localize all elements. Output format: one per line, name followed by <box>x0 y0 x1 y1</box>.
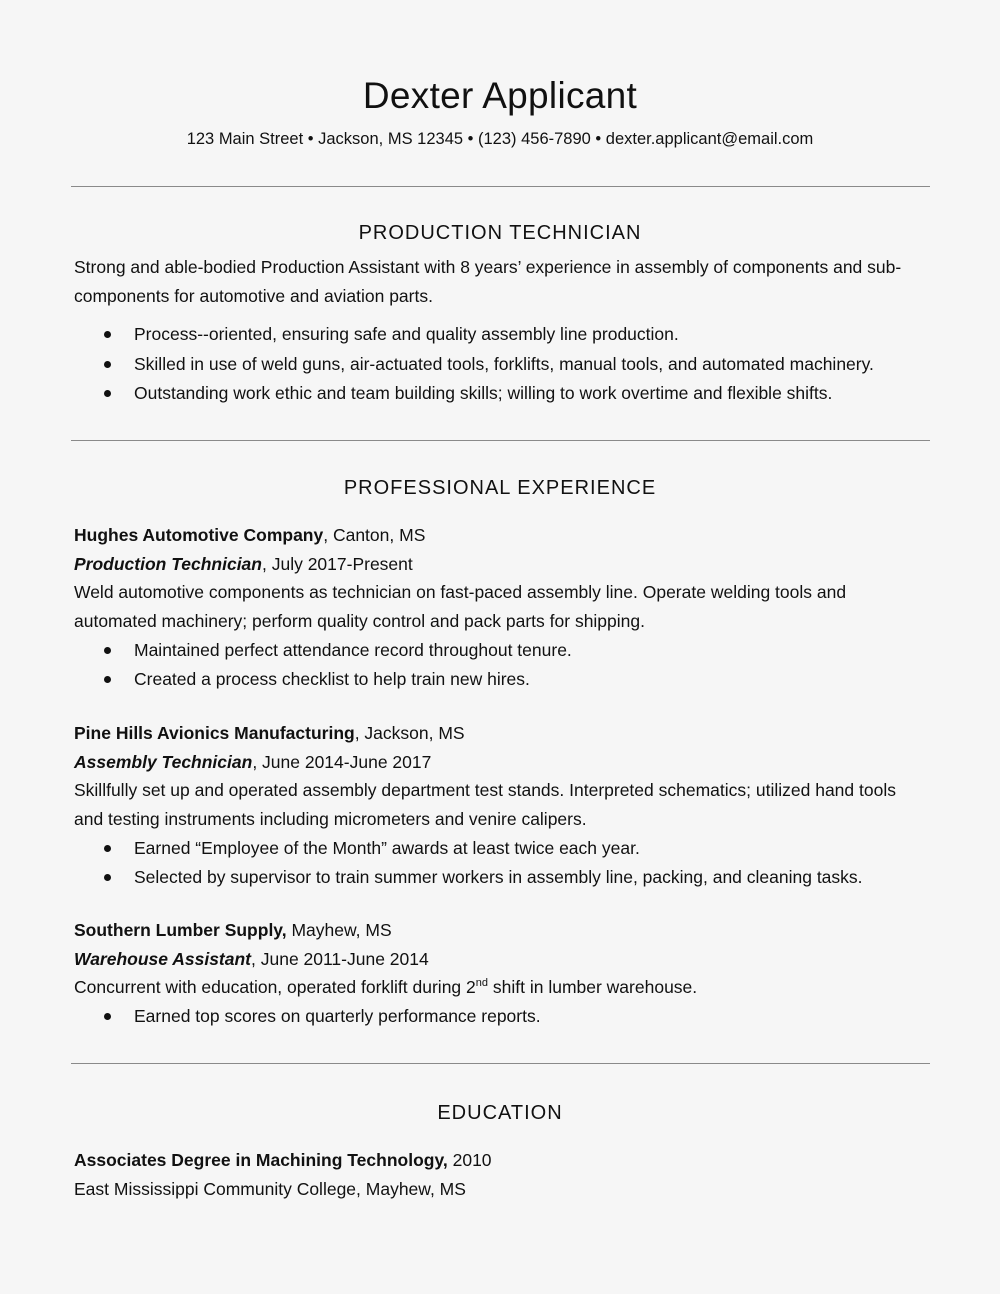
bullet-icon <box>104 331 111 338</box>
job-dates: , July 2017-Present <box>261 553 413 574</box>
job-bullets <box>74 1002 934 1031</box>
summary-section <box>74 253 934 408</box>
bullet-icon <box>104 1013 111 1020</box>
job-title-line <box>74 945 934 974</box>
bullet-icon <box>104 676 111 683</box>
bullet-icon <box>104 361 111 368</box>
list-item: Created a process checklist to help train new hires. <box>74 665 934 694</box>
job-entry <box>74 521 934 694</box>
job-title-line <box>74 550 934 579</box>
job-title-line <box>74 748 934 777</box>
list-item: Maintained perfect attendance record throughout tenure. <box>74 636 934 665</box>
bullet-icon <box>104 647 111 654</box>
education-heading: EDUCATION <box>437 1102 563 1124</box>
divider-rule <box>71 440 930 441</box>
bullet-icon <box>104 845 111 852</box>
company-location: , Canton, MS <box>323 525 426 545</box>
list-item: Skilled in use of weld guns, air-actuated tools, forklifts, manual tools, and automated machinery. <box>74 350 934 379</box>
job-entry <box>74 719 934 892</box>
company-location: Mayhew, MS <box>286 920 392 940</box>
bullet-icon <box>104 874 111 881</box>
bullet-icon <box>104 390 111 397</box>
company-name: Hughes Automotive Company <box>74 525 324 545</box>
job-title: Assembly Technician <box>74 751 253 772</box>
job-title: Production Technician <box>74 553 262 574</box>
degree-line <box>74 1146 934 1175</box>
job-dates: , June 2014-June 2017 <box>252 751 432 772</box>
list-item: Process--oriented, ensuring safe and quality assembly line production. <box>74 320 934 349</box>
list-item: Earned top scores on quarterly performance reports. <box>74 1002 934 1031</box>
list-item: Earned “Employee of the Month” awards at least twice each year. <box>74 834 934 863</box>
contact-line: 123 Main Street • Jackson, MS 12345 • (123) 456-7890 • dexter.applicant@email.com <box>186 130 814 148</box>
degree-name: Associates Degree in Machining Technology, <box>74 1150 448 1170</box>
job-employer-line <box>74 916 934 945</box>
summary-text: Strong and able-bodied Production Assistant with 8 years’ experience in assembly of components and sub-components for automotive and aviation parts. <box>74 257 902 306</box>
company-location: , Jackson, MS <box>354 723 465 743</box>
job-entry <box>74 916 934 1031</box>
job-description: Skillfully set up and operated assembly department test stands. Interpreted schematics; utilized hand tools and testing instruments including micrometers and venire calipers. <box>74 780 896 830</box>
divider-rule <box>71 1063 930 1064</box>
job-employer-line <box>74 719 934 748</box>
summary-bullets <box>74 320 934 408</box>
job-description: Weld automotive components as technician on fast-paced assembly line. Operate welding tools and automated machinery; perform quality control and pack parts for shipping. <box>74 582 847 632</box>
degree-year: 2010 <box>447 1150 492 1170</box>
experience-heading: PROFESSIONAL EXPERIENCE <box>343 477 657 499</box>
job-title: Warehouse Assistant <box>74 948 251 969</box>
job-description: Concurrent with education, operated forklift during 2nd shift in lumber warehouse. <box>74 977 698 998</box>
list-item: Outstanding work ethic and team building skills; willing to work overtime and flexible shifts. <box>74 379 934 408</box>
job-employer-line <box>74 521 934 550</box>
summary-heading: PRODUCTION TECHNICIAN <box>358 222 642 244</box>
applicant-name: Dexter Applicant <box>362 75 638 116</box>
divider-rule <box>71 186 930 187</box>
school-name: East Mississippi Community College, Mayhew, MS <box>74 1178 466 1199</box>
education-section <box>74 1146 934 1203</box>
list-item: Selected by supervisor to train summer workers in assembly line, packing, and cleaning tasks. <box>74 863 934 892</box>
job-bullets <box>74 636 934 694</box>
job-bullets <box>74 834 934 892</box>
job-dates: , June 2011-June 2014 <box>251 948 429 969</box>
company-name: Southern Lumber Supply, <box>74 920 287 940</box>
company-name: Pine Hills Avionics Manufacturing <box>74 723 355 743</box>
